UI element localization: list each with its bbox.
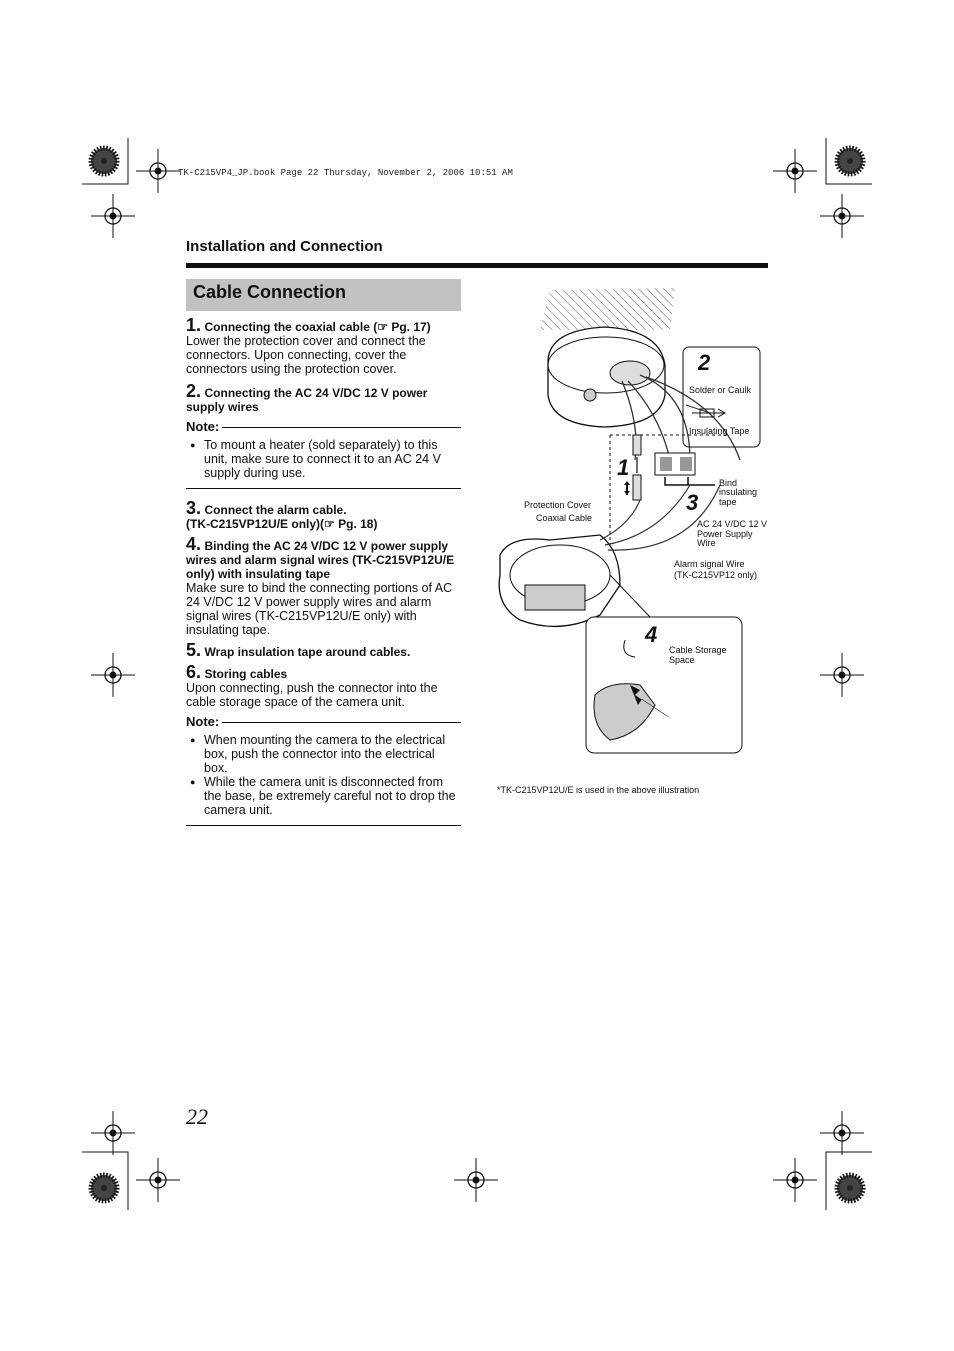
instruction-column xyxy=(186,315,461,838)
label-alarm-1: Alarm signal Wire xyxy=(674,559,745,569)
label-coaxial-cable: Coaxial Cable xyxy=(536,513,593,523)
note-item: ● While the camera unit is disconnected from the base, be extremely careful not to drop the camera unit. xyxy=(204,775,461,817)
step-1-body: Lower the protection cover and connect the connectors. Upon connecting, cover the connectors using the protection cover. xyxy=(186,334,426,376)
label-storage-1: Cable Storage xyxy=(669,645,727,655)
camera-unit xyxy=(499,535,620,626)
note-box-2: Note: ● When mounting the camera to the electrical box, push the connector into the electrical box. ● While the camera unit is disconnected from the base, be extremely careful not to drop the camera unit. xyxy=(186,715,461,826)
callout-1: 1 xyxy=(617,455,630,480)
note-item: ● When mounting the camera to the electrical box, push the connector into the electrical box. xyxy=(204,733,461,775)
label-solder-or-caulk: Solder or Caulk xyxy=(689,385,752,395)
step-5: 5. Wrap insulation tape around cables. xyxy=(186,640,411,660)
note-item: ● To mount a heater (sold separately) to this unit, make sure to connect it to an AC 24 V supply during use. xyxy=(204,438,461,480)
step-4: 4. Binding the AC 24 V/DC 12 V power supply wires and alarm signal wires (TK-C215VP12U/E only) with insulating tape xyxy=(186,534,455,581)
ceiling-hatch xyxy=(540,288,675,330)
step-6: 6. Storing cables xyxy=(186,662,288,682)
pointing-hand-icon: ☞ xyxy=(324,517,339,531)
step-3: 3. Connect the alarm cable. (TK-C215VP12U/E only)(☞ Pg. 18) xyxy=(186,498,378,531)
step-1: 1. Connecting the coaxial cable (☞ Pg. 17) xyxy=(186,315,431,335)
step-2: 2. Connecting the AC 24 V/DC 12 V power supply wires xyxy=(186,381,428,414)
label-insulating-tape: Insulating Tape xyxy=(689,426,750,436)
section-title: Installation and Connection xyxy=(186,238,383,255)
step-4-body: Make sure to bind the connecting portions of AC 24 V/DC 12 V power supply wires and alarm signal wires (TK-C215VP12U/E only) with insulating tape. xyxy=(186,581,453,637)
page-heading-box xyxy=(186,279,461,311)
print-info: TK-C215VP4_JP.book Page 22 Thursday, November 2, 2006 10:51 AM xyxy=(178,168,513,178)
callout-4: 4 xyxy=(645,622,658,647)
illustration-footnote: *TK-C215VP12U/E is used in the above illustration xyxy=(497,785,700,795)
note-box-1: Note: ● To mount a heater (sold separately) to this unit, make sure to connect it to an AC 24 V supply during use. xyxy=(186,420,461,489)
pointing-hand-icon: ☞ xyxy=(377,320,392,334)
label-power-3: Wire xyxy=(697,538,716,548)
label-bind-3: tape xyxy=(719,497,737,507)
page-number: 22 xyxy=(186,1104,208,1129)
section-rule xyxy=(186,263,768,268)
label-bind-1: Bind xyxy=(719,478,738,488)
label-protection-cover: Protection Cover xyxy=(524,500,592,510)
label-alarm-2: (TK-C215VP12 only) xyxy=(674,570,758,580)
label-storage-2: Space xyxy=(669,655,695,665)
page-heading: Cable Connection xyxy=(193,282,347,302)
label-bind-2: insulating xyxy=(719,487,758,497)
callout-2: 2 xyxy=(698,350,711,375)
callout-3: 3 xyxy=(686,490,699,515)
label-power-2: Power Supply xyxy=(697,529,753,539)
label-power-1: AC 24 V/DC 12 V xyxy=(697,519,768,529)
step-6-body: Upon connecting, push the connector into the cable storage space of the camera unit. xyxy=(186,681,438,709)
